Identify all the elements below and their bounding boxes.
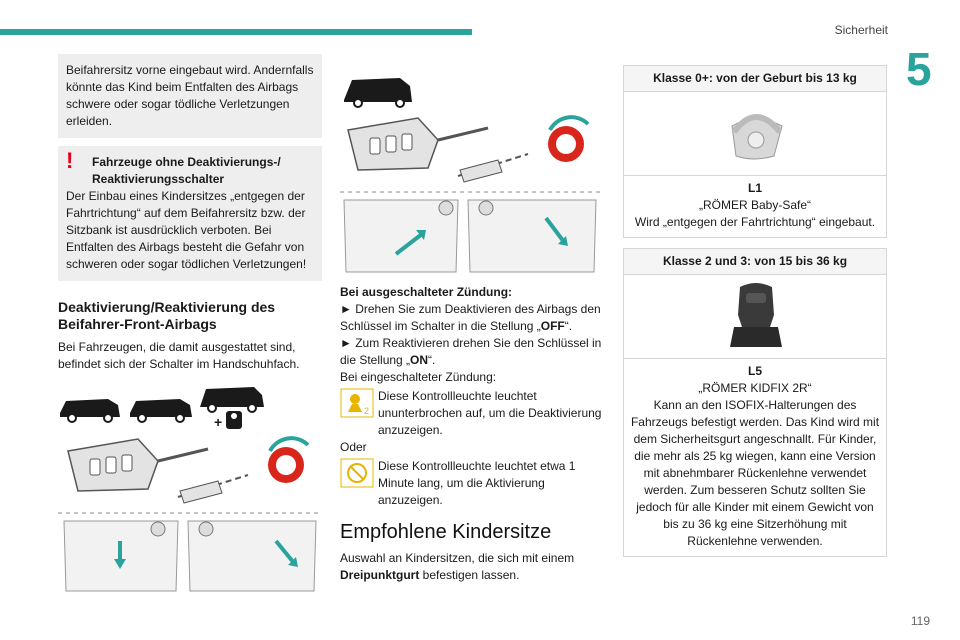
svg-text:2: 2	[364, 406, 370, 416]
airbag-switch-icon	[548, 117, 588, 162]
svg-text:+: +	[214, 414, 223, 430]
seat-description: Wird „entgegen der Fahrtrichtung“ eingebaut.	[634, 215, 876, 229]
airbag-switch-icon	[268, 438, 308, 483]
booster-seat-image	[624, 275, 886, 359]
seat-name: „RÖMER Baby-Safe“	[698, 198, 812, 212]
recommended-seats-heading: Empfohlene Kindersitze	[340, 521, 552, 543]
airbag-off-indicator-icon	[340, 388, 374, 418]
seat-code: L1	[747, 181, 762, 195]
airbag-on-indicator-icon	[340, 458, 374, 488]
column-middle	[340, 54, 602, 584]
page-number: 119	[910, 614, 930, 628]
section-title: Sicherheit	[834, 23, 888, 37]
warning-icon: !	[66, 148, 74, 173]
warning-text: Der Einbau eines Kindersitzes „entgegen der Fahrtrichtung“ auf dem Beifahrersitz bzw. der Sitzbank ist ausdrücklich verboten. Bei Entfalten des Airbags besteht die Gefahr von schweren oder sogar tödlichen Verletzungen!	[66, 189, 307, 271]
recommended-seats-text: Auswahl an Kindersitzen, die sich mit einem Dreipunktgurt befestigen lassen.	[340, 551, 575, 582]
seat-description: Kann an den ISOFIX-Halterungen des Fahrzeugs befestigt werden. Das Kind wird mit dem Sicherheitsgurt angeschnallt. Für Kinder, die mehr als 25 kg wiegen, kann eine Version mit abnehmbarer Rückenlehne verwendet werden. Zum besseren Schutz sollten Sie jedoch für alle Kinder mit einem Gewicht von bis zu 36 kg eine Sitzerhöhung mit Rückenlehne verwenden.	[630, 398, 880, 548]
van-icon	[340, 54, 602, 110]
child-seat-icon	[226, 411, 242, 429]
note-box	[58, 54, 322, 138]
seat-card-caption: Klasse 0+: von der Geburt bis 13 kg	[624, 66, 886, 92]
column-right	[623, 65, 887, 557]
or-text: Oder	[340, 440, 367, 454]
ignition-off-title: Bei ausgeschalteter Zündung:	[340, 285, 513, 299]
seat-code: L5	[747, 364, 762, 378]
van-icon	[58, 383, 322, 431]
column-left	[58, 54, 322, 599]
warning-box	[58, 146, 322, 281]
illustration-van-2	[340, 54, 602, 110]
airbag-intro: Bei Fahrzeugen, die damit ausgestattet sind, befindet sich der Schalter im Handschuhfach.	[58, 340, 300, 371]
seat-card-l5	[623, 248, 887, 557]
seat-card-caption: Klasse 2 und 3: von 15 bis 36 kg	[624, 249, 886, 275]
illustration-key-switch-2	[340, 110, 602, 190]
key-icon	[68, 439, 248, 503]
header-accent-bar	[0, 29, 472, 35]
seat-name: „RÖMER KIDFIX 2R“	[698, 381, 812, 395]
illustration-glovebox-2	[340, 190, 602, 280]
note-text: Beifahrersitz vorne eingebaut wird. Andernfalls könnte das Kind beim Entfalten des Airbags schwere oder sogar tödliche Verletzungen erleiden.	[66, 63, 314, 128]
key-icon	[348, 118, 528, 182]
step-reactivate: ► Zum Reaktivieren drehen Sie den Schlüssel in die Stellung „ON“.	[340, 336, 602, 367]
indicator-off-row	[340, 388, 602, 439]
indicator-on-text: Diese Kontrollleuchte leuchtet etwa 1 Minute lang, um die Aktivierung anzuzeigen.	[378, 459, 576, 507]
airbag-subheading: Deaktivierung/Reaktivierung des Beifahrer-Front-Airbags	[58, 299, 276, 332]
baby-seat-image	[624, 92, 886, 176]
indicator-on-row	[340, 458, 602, 509]
chapter-tab	[898, 44, 960, 100]
child-seat-icon	[624, 275, 888, 359]
step-deactivate: ► Drehen Sie zum Deaktivieren des Airbags den Schlüssel im Schalter in die Stellung „OFF“.	[340, 302, 601, 333]
indicator-off-text: Diese Kontrollleuchte leuchtet ununterbrochen auf, um die Deaktivierung anzuzeigen.	[378, 389, 602, 437]
ignition-on-title: Bei eingeschalteter Zündung:	[340, 370, 497, 384]
chapter-number: 5	[906, 43, 932, 95]
seat-card-l1	[623, 65, 887, 238]
illustration-key-switch	[58, 431, 322, 511]
warning-title: Fahrzeuge ohne Deaktivierungs-/ Reaktivierungsschalter	[92, 155, 281, 186]
illustration-glovebox	[58, 511, 322, 599]
child-seat-icon	[624, 92, 888, 176]
illustration-vans	[58, 383, 322, 431]
